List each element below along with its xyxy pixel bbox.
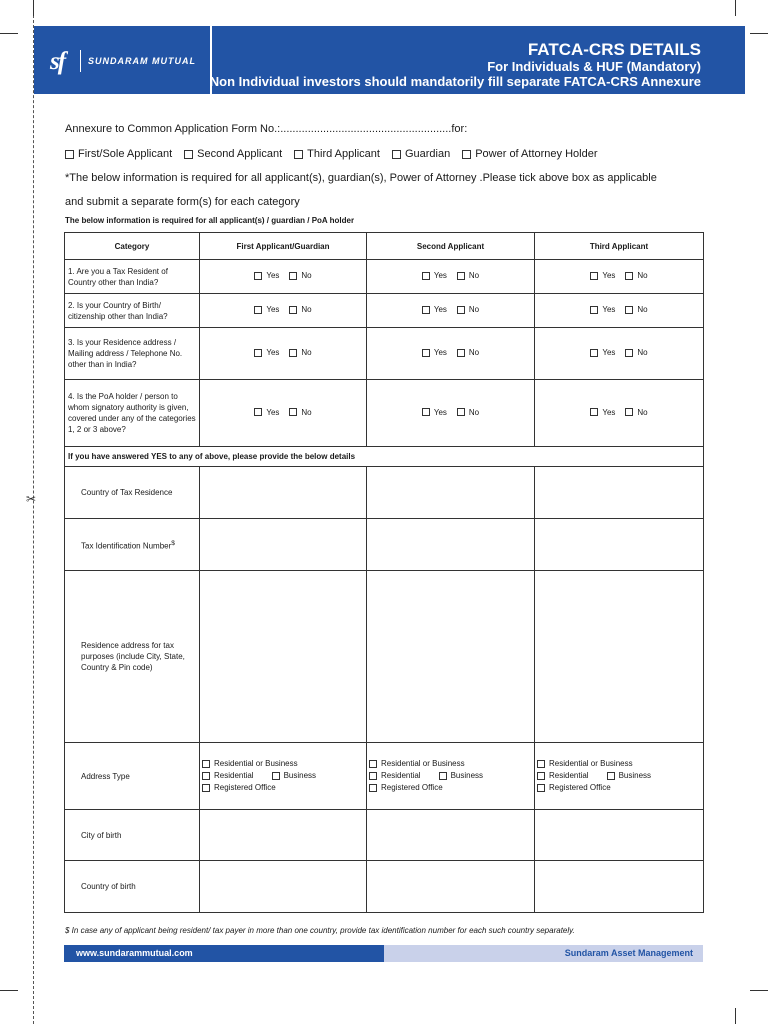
crop-mark [750,990,768,991]
crop-mark [33,0,34,16]
question-2: 2. Is your Country of Birth/ citizenship other than India? [65,294,200,328]
question-4: 4. Is the PoA holder / person to whom signatory authority is given, covered under any of the categories 1, 2 or 3 above? [65,380,200,447]
input-cell[interactable] [200,519,367,571]
applicant-options [65,148,610,160]
no-checkbox[interactable] [289,408,297,416]
page-subtitle-2: Non Individual investors should mandatorily fill separate FATCA-CRS Annexure [209,74,701,89]
question-1: 1. Are you a Tax Resident of Country other than India? [65,260,200,294]
page-title: FATCA-CRS DETAILS [527,40,701,59]
label-country-tax-residence: Country of Tax Residence [65,467,200,519]
annexure-line: Annexure to Common Application Form No.:........................................................for: [65,123,468,135]
header-banner [34,26,745,94]
address-type-cell: Residential or Business Residential Business Registered Office [367,743,535,810]
checkbox[interactable] [537,784,545,792]
page-subtitle: For Individuals & HUF (Mandatory) [487,59,701,74]
table-intro: The below information is required for all applicant(s) / guardian / PoA holder [65,216,355,225]
fatca-table [64,232,704,913]
answer-cell: Yes No [535,294,704,328]
company-name: Sundaram Asset Management [384,945,703,962]
table-row [65,294,704,328]
input-cell[interactable] [367,571,535,743]
input-cell[interactable] [200,810,367,861]
input-cell[interactable] [200,467,367,519]
input-cell[interactable] [535,810,704,861]
answer-cell: Yes No [535,260,704,294]
tin-footnote-mark: $ [171,539,175,547]
option-first-applicant[interactable]: First/Sole Applicant [65,148,172,160]
answer-cell: Yes No [535,380,704,447]
label-residence-address: Residence address for tax purposes (include City, State, Country & Pin code) [65,571,200,743]
input-cell[interactable] [535,519,704,571]
yes-checkbox[interactable] [422,272,430,280]
no-checkbox[interactable] [289,349,297,357]
footer [64,945,703,962]
yes-checkbox[interactable] [254,408,262,416]
no-checkbox[interactable] [625,349,633,357]
checkbox[interactable] [294,150,303,159]
table-row [65,380,704,447]
option-poa-holder[interactable]: Power of Attorney Holder [462,148,597,160]
scissors-icon: ✂ [26,492,37,506]
answer-cell: Yes No [200,260,367,294]
label-address-type: Address Type [65,743,200,810]
yes-checkbox[interactable] [254,349,262,357]
no-checkbox[interactable] [289,272,297,280]
checkbox[interactable] [369,760,377,768]
table-row [65,467,704,519]
option-second-applicant[interactable]: Second Applicant [184,148,282,160]
no-checkbox[interactable] [457,408,465,416]
input-cell[interactable] [367,861,535,913]
header-first-applicant: First Applicant/Guardian [200,233,367,260]
answer-cell: Yes No [200,294,367,328]
label-city-of-birth: City of birth [65,810,200,861]
footnote: $ In case any of applicant being resident/ tax payer in more than one country, provide tax identification number for each such country separately. [65,926,575,935]
logo [34,26,212,94]
input-cell[interactable] [535,861,704,913]
yes-checkbox[interactable] [422,349,430,357]
checkbox[interactable] [439,772,447,780]
checkbox[interactable] [202,784,210,792]
table-row [65,328,704,380]
crop-mark [750,33,768,34]
logo-text: SUNDARAM MUTUAL [88,56,196,66]
label-country-of-birth: Country of birth [65,861,200,913]
table-row [65,743,704,810]
no-checkbox[interactable] [457,306,465,314]
logo-mark: sf [50,48,65,75]
answer-cell: Yes No [535,328,704,380]
answer-cell: Yes No [367,380,535,447]
input-cell[interactable] [535,467,704,519]
checkbox[interactable] [537,760,545,768]
no-checkbox[interactable] [457,349,465,357]
yes-checkbox[interactable] [422,408,430,416]
yes-checkbox[interactable] [422,306,430,314]
yes-checkbox[interactable] [590,306,598,314]
yes-checkbox[interactable] [254,306,262,314]
crop-mark [735,1008,736,1024]
input-cell[interactable] [367,810,535,861]
logo-divider [80,50,81,72]
question-3: 3. Is your Residence address / Mailing address / Telephone No. other than in India? [65,328,200,380]
address-type-cell: Residential or Business Residential Business Registered Office [535,743,704,810]
table-row [65,861,704,913]
answer-cell: Yes No [367,294,535,328]
table-row [65,519,704,571]
no-checkbox[interactable] [289,306,297,314]
yes-checkbox[interactable] [590,408,598,416]
checkbox[interactable] [65,150,74,159]
checkbox[interactable] [369,772,377,780]
option-third-applicant[interactable]: Third Applicant [294,148,380,160]
input-cell[interactable] [535,571,704,743]
label-tin: Tax Identification Number$ [65,519,200,571]
input-cell[interactable] [200,571,367,743]
input-cell[interactable] [367,467,535,519]
checkbox[interactable] [392,150,401,159]
input-cell[interactable] [200,861,367,913]
answer-cell: Yes No [367,328,535,380]
no-checkbox[interactable] [457,272,465,280]
table-row [65,571,704,743]
header-category: Category [65,233,200,260]
crop-mark [0,33,18,34]
crop-mark [735,0,736,16]
checkbox[interactable] [369,784,377,792]
checkbox[interactable] [184,150,193,159]
no-checkbox[interactable] [625,408,633,416]
checkbox[interactable] [202,772,210,780]
checkbox[interactable] [462,150,471,159]
website-link[interactable]: www.sundarammutual.com [64,945,384,962]
answer-cell: Yes No [200,328,367,380]
instruction-note: *The below information is required for all applicant(s), guardian(s), Power of Attorney .Please tick above box as applicable [65,172,657,184]
section-row [65,447,704,467]
no-checkbox[interactable] [625,306,633,314]
table-row [65,810,704,861]
answer-cell: Yes No [367,260,535,294]
table-header-row [65,233,704,260]
option-guardian[interactable]: Guardian [392,148,450,160]
header-third-applicant: Third Applicant [535,233,704,260]
no-checkbox[interactable] [625,272,633,280]
yes-checkbox[interactable] [254,272,262,280]
yes-checkbox[interactable] [590,272,598,280]
table-row [65,260,704,294]
crop-mark [0,990,18,991]
checkbox[interactable] [537,772,545,780]
section-title: If you have answered YES to any of above, please provide the below details [65,447,704,467]
answer-cell: Yes No [200,380,367,447]
cut-line [33,0,34,1024]
input-cell[interactable] [367,519,535,571]
checkbox[interactable] [272,772,280,780]
header-second-applicant: Second Applicant [367,233,535,260]
checkbox[interactable] [607,772,615,780]
instruction-note-2: and submit a separate form(s) for each category [65,196,300,208]
address-type-cell: Residential or Business Residential Business Registered Office [200,743,367,810]
yes-checkbox[interactable] [590,349,598,357]
checkbox[interactable] [202,760,210,768]
